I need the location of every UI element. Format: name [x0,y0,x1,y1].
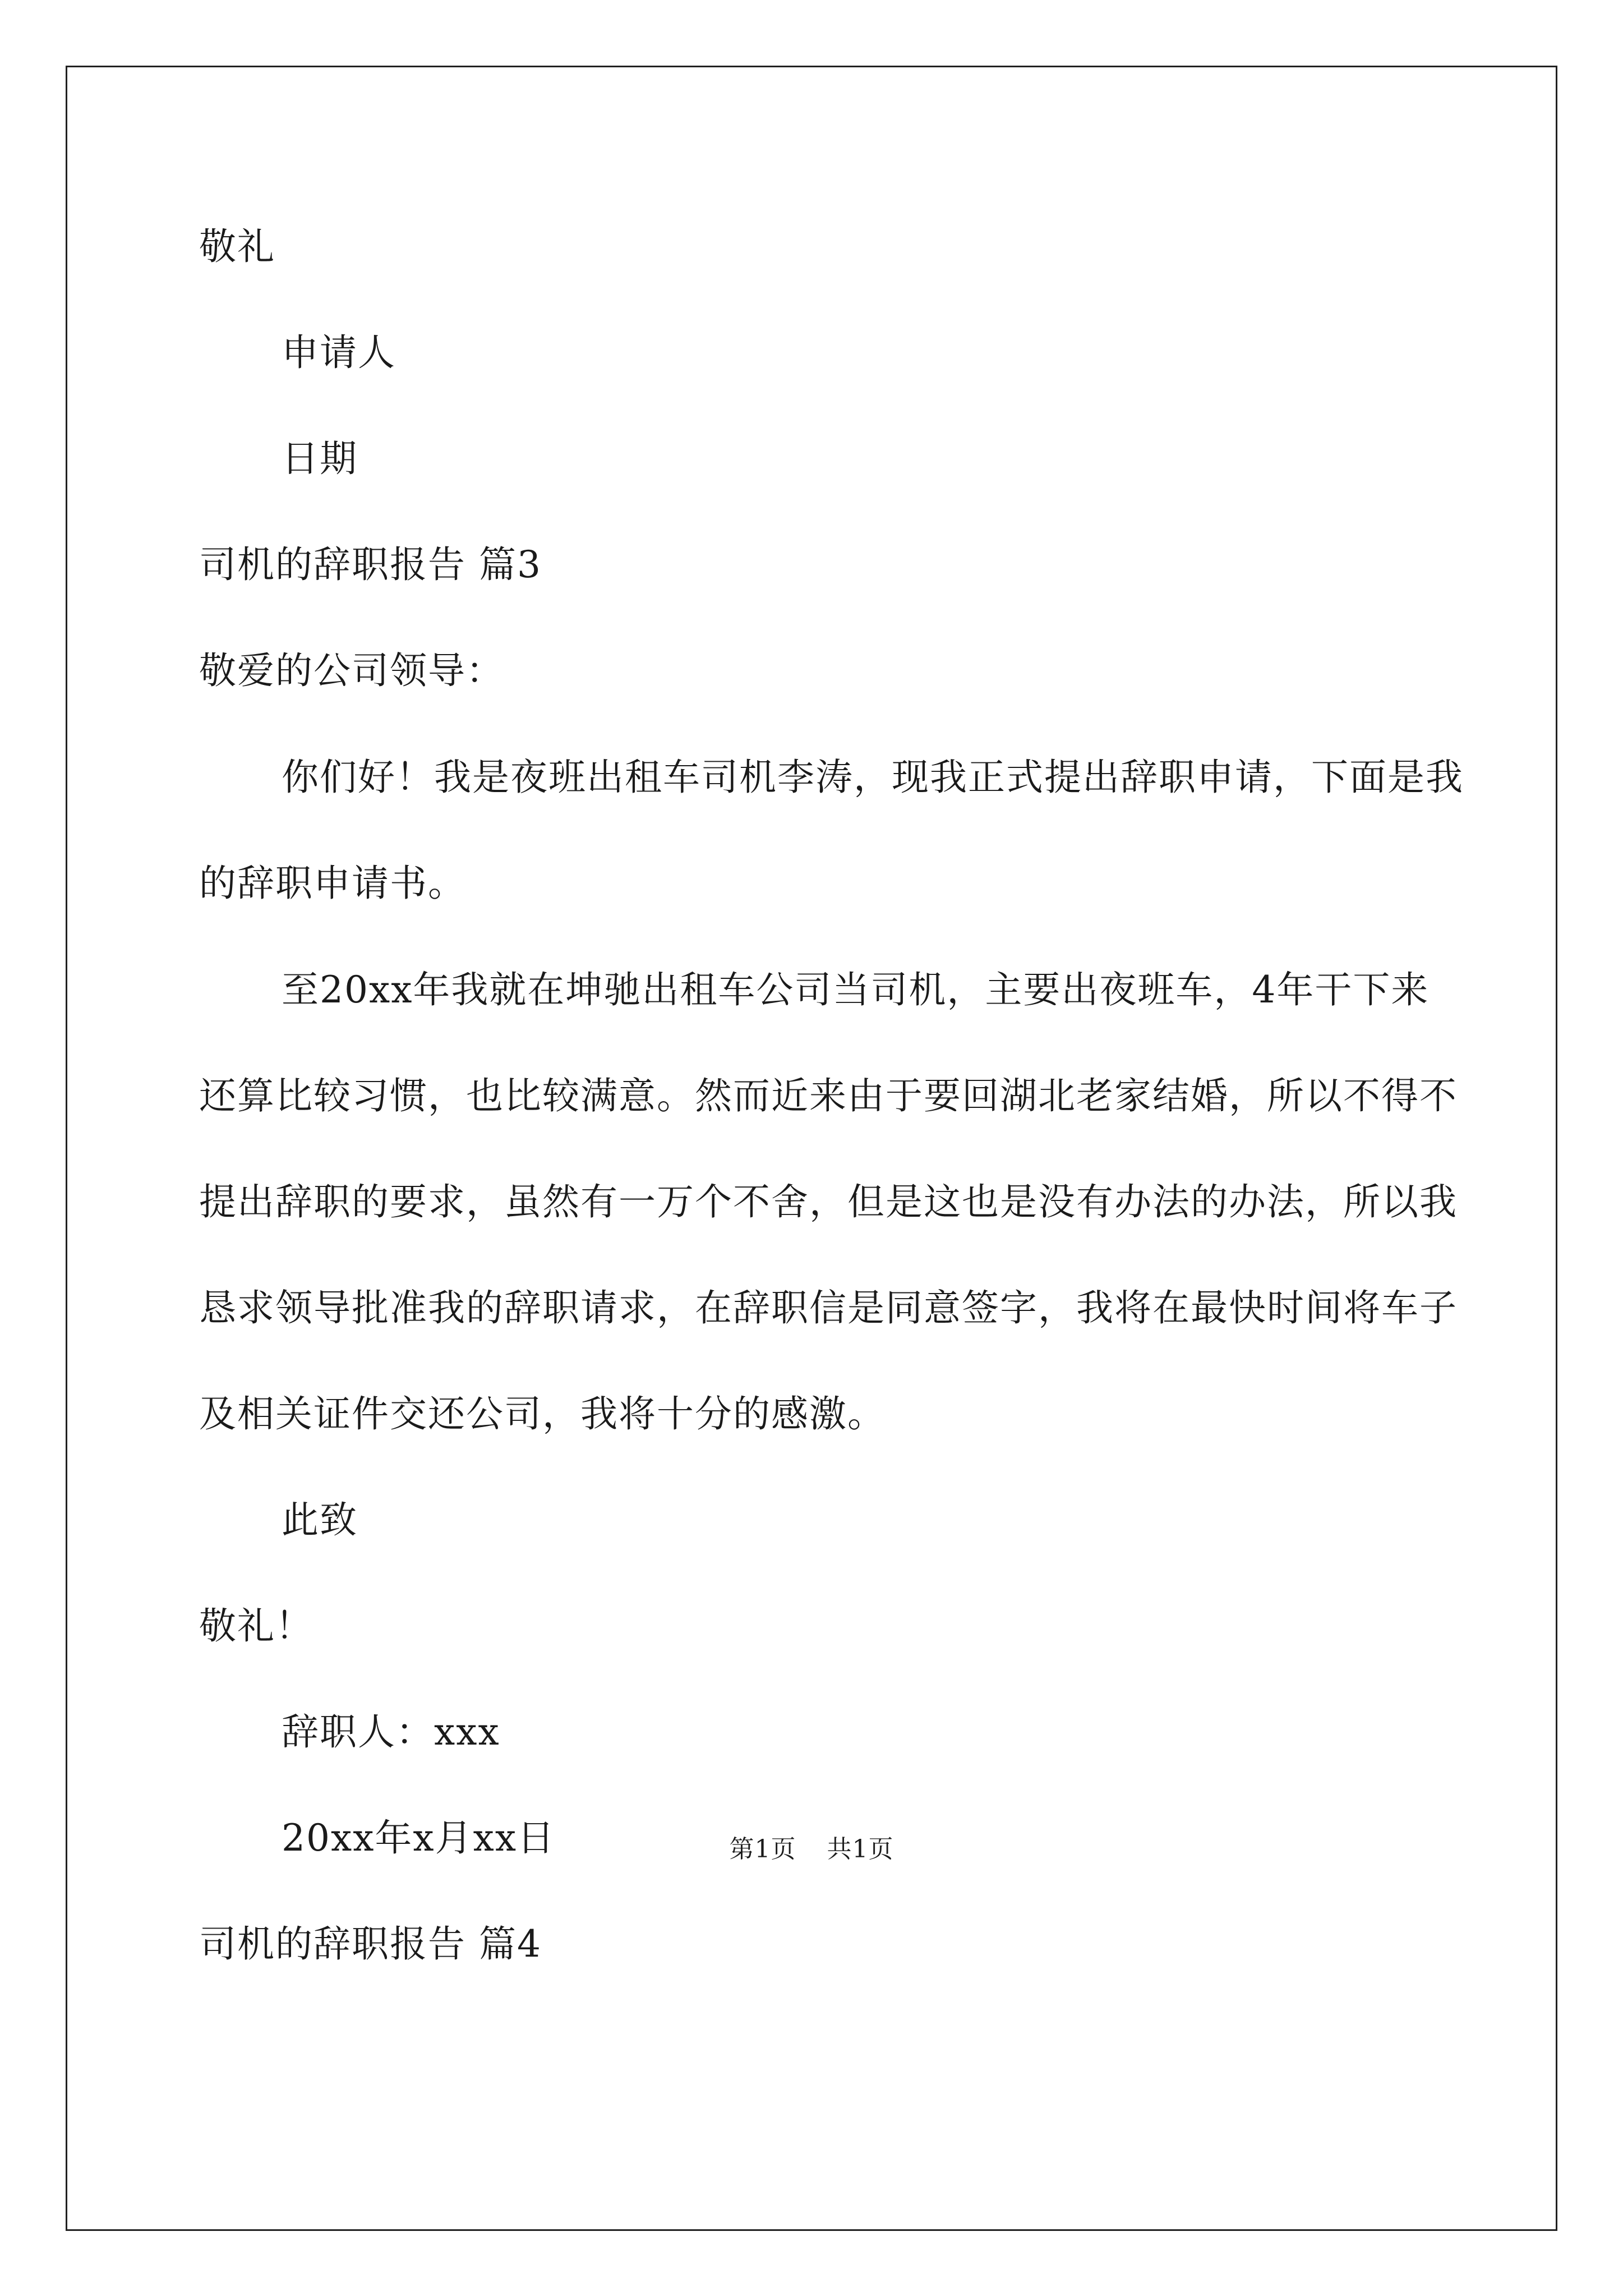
page-number: 第1页 [729,1835,796,1864]
next-section-title: 司机的辞职报告 篇4 [199,1922,542,1966]
section-title: 司机的辞职报告 篇3 [199,543,542,586]
signer-line: 辞职人：xxx [282,1710,500,1754]
applicant-label: 申请人 [282,331,396,374]
salutation-line: 敬礼 [199,225,275,268]
page-total: 共1页 [827,1835,894,1864]
closing-line: 此致 [282,1498,358,1542]
salute-line: 敬礼！ [199,1604,313,1648]
page-footer [0,1829,1623,1865]
paragraph-body: 至20xx年我就在坤驰出租车公司当司机，主要出夜班车，4年干下来还算比较习惯，也比较满意。然而近来由于要回湖北老家结婚，所以不得不提出辞职的要求，虽然有一万个不舍，但是这也是没有办法的办法，所以我恳求领导批准我的辞职请求，在辞职信是同意签字，我将在最快时间将车子及相关证件交还公司，我将十分的感激。 [199,968,1458,1435]
signature-date: 20xx年x月xx日 [282,1816,556,1860]
greeting: 敬爱的公司领导： [199,649,504,692]
paragraph-intro: 你们好！我是夜班出租车司机李涛，现我正式提出辞职申请，下面是我的辞职申请书。 [199,756,1464,905]
date-label: 日期 [282,437,358,480]
document-body [199,219,1467,2022]
